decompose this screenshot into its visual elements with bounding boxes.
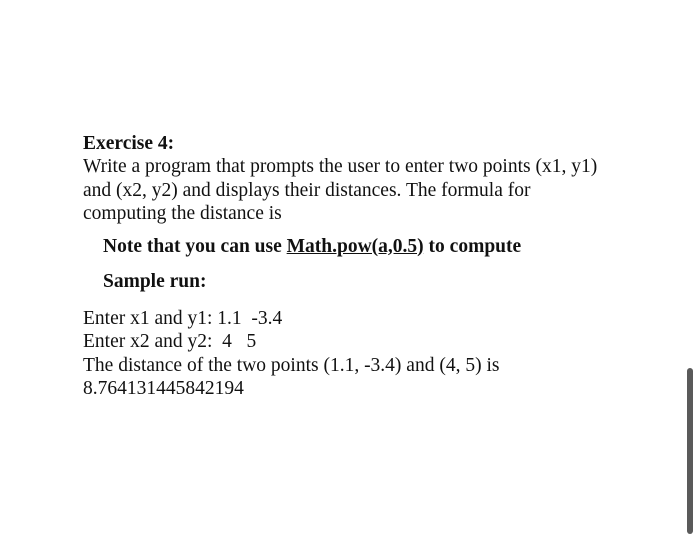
sample-run-output [83,307,643,401]
exercise-document [83,132,643,401]
math-pow-code: Math.pow(a,0.5) [286,235,424,257]
sample-line-4: 8.764131445842194 [83,378,244,399]
exercise-title: Exercise 4: [83,133,175,154]
sample-line-2: Enter x2 and y2: 4 5 [83,331,257,352]
sample-line-1: Enter x1 and y1: 1.1 -3.4 [83,307,283,329]
vertical-scrollbar[interactable] [687,368,693,534]
exercise-description: Write a program that prompts the user to enter two points (x1, y1) and (x2, y2) and displays their distances. The formula for computing the distance is [83,156,598,224]
note-suffix: to compute [423,235,522,257]
note-line [103,235,643,258]
sample-run-heading: Sample run: [103,270,207,292]
note-prefix: Note that you can use [103,235,287,257]
sample-line-3: The distance of the two points (1.1, -3.4) and (4, 5) is [83,354,500,376]
